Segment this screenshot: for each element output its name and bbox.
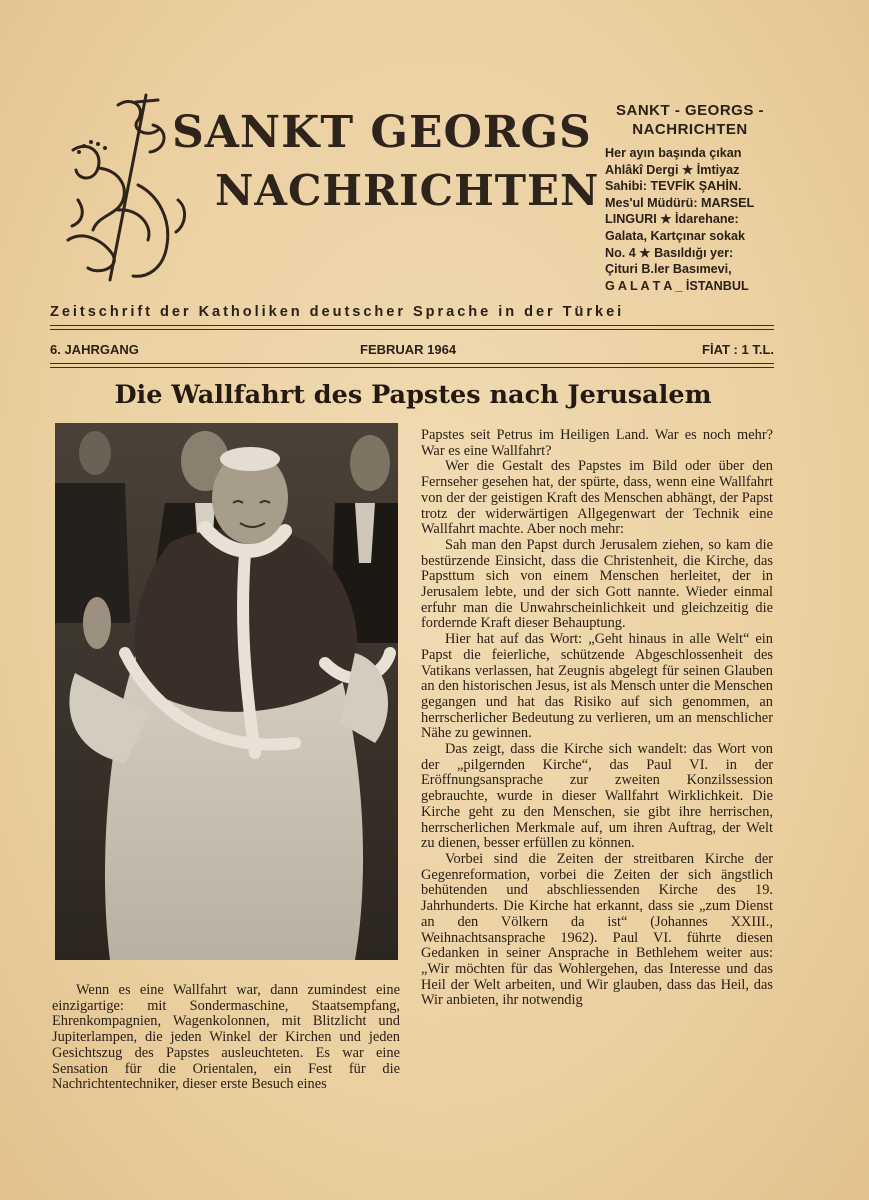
issue-date: FEBRUAR 1964 — [360, 342, 457, 357]
masthead-title-line1: SANKT GEORGS — [172, 107, 592, 158]
imprint-line: Mes'ul Müdürü: MARSEL — [605, 195, 755, 210]
article-paragraph: Wenn es eine Wallfahrt war, dann zumindest eine einzigartige: mit Sondermaschine, Staatsempfang, Ehrenkompagnien, Wagenkolonnen, mit Blitzlicht und Jupiterlampen, die jeden Winkel der Kirchen und jeden Gesichtszug des Papstes ausleuchteten. Es war eine Sensation für die Orientalen, ein Fest für die Nachrichtentechniker, dieser erste Besuch eines — [52, 982, 400, 1093]
divider — [50, 325, 774, 326]
imprint-line: Çituri B.ler Basımevi, — [605, 262, 732, 277]
imprint-line: Her ayın başında çıkan — [605, 146, 742, 160]
imprint-line: G A L A T A _ İSTANBUL — [605, 278, 749, 293]
divider — [50, 367, 774, 368]
issue-price: FİAT : 1 T.L. — [702, 342, 774, 357]
pope-photograph — [55, 423, 398, 960]
article-paragraph: Vorbei sind die Zeiten der streitbaren Kirche der Gegenreformation, vorbei die Zeiten der sich ängstlich behütenden und abschliessenden Kirche des 19. Jahrhunderts. Die Kirche hat erkannt, dass sie „zum Dienst an den Völkern da ist“ (Johannes XXIII., Weihnachtsansprache 1962). Paul VI. führte diesen Gedanken in seiner Ansprache in Bethlehem weiter aus: „Wir möchten für das Wohlergehen, das Interesse und das Heil der Welt arbeiten, und Wir glauben, dass das Heil, das Wir anbieten, ihr notwendig — [421, 850, 773, 1009]
article-paragraph: Wer die Gestalt des Papstes im Bild oder über den Fernseher gesehen hat, der spürte, dass, wenn eine Wallfahrt von der der geistigen Kraft des Menschen abhängt, der Papst trotz der widerwärtigen Allgegenwart der Technik eine Wallfahrt machte. Aber noch mehr: — [421, 458, 773, 538]
issue-volume: 6. JAHRGANG — [50, 342, 139, 357]
masthead-imprint — [605, 101, 775, 294]
imprint-line: Ahlâkî Dergi ★ İmtiyaz — [605, 162, 740, 177]
masthead-tagline: Zeitschrift der Katholiken deutscher Sprache in der Türkei — [50, 304, 625, 320]
imprint-line: Galata, Kartçınar sokak — [605, 228, 746, 243]
article-column-right — [421, 428, 773, 1009]
imprint-title — [605, 101, 775, 139]
article-paragraph: Das zeigt, dass die Kirche sich wandelt: das Wort von der „pilgernden Kirche“, das Paul VI. in der Eröffnungsansprache zur zweiten Konzilssession gebrauchte, wurde in dieser Wallfahrt Wirklichkeit. Die Kirche geht zu den Menschen, sie gibt ihre herrischen, herrscherlichen Merkmale auf, um ihren Auftrag, der Welt zu dienen, besser erfüllen zu können. — [421, 741, 773, 852]
article-headline: Die Wallfahrt des Papstes nach Jerusalem — [114, 380, 712, 410]
imprint-title-line: NACHRICHTEN — [632, 121, 748, 138]
divider — [50, 363, 774, 364]
imprint-line: LINGURI ★ İdarehane: — [605, 212, 739, 227]
imprint-title-line: SANKT - GEORGS - — [615, 102, 764, 119]
article-paragraph: Hier hat auf das Wort: „Geht hinaus in alle Welt“ ein Papst die feierliche, schützende Abgeschlossenheit des Vatikans verlassen, hat Zeugnis abgelegt für seinen Glauben an den historischen Jesus, ist als Mensch unter die Menschen gegangen und hat das Risiko auf sich genommen, an herrscherlicher Bedeutung zu verlieren, um an menschlicher Nähe zu gewinnen. — [421, 631, 773, 742]
article-column-left — [52, 983, 400, 1093]
masthead-title-line2: NACHRICHTEN — [215, 166, 600, 215]
article-paragraph: Papstes seit Petrus im Heiligen Land. War es noch mehr? War es eine Wallfahrt? — [421, 427, 773, 459]
article-paragraph: Sah man den Papst durch Jerusalem ziehen, so kam die bestürzende Einsicht, dass die Christenheit, die Kirche, das Papsttum sich von einem Menschen herleitet, der in Jerusalem lebte, und der sich Gott nannte. Wieder einmal erfuhr man die Unwahrscheinlichkeit und gleichzeitig die fordernde Kraft dieser Behauptung. — [421, 536, 773, 632]
imprint-line: Sahibi: TEVFİK ŞAHİN. — [605, 179, 742, 194]
divider — [50, 329, 774, 330]
imprint-line: No. 4 ★ Basıldığı yer: — [605, 245, 734, 260]
issue-info-row — [50, 342, 774, 362]
